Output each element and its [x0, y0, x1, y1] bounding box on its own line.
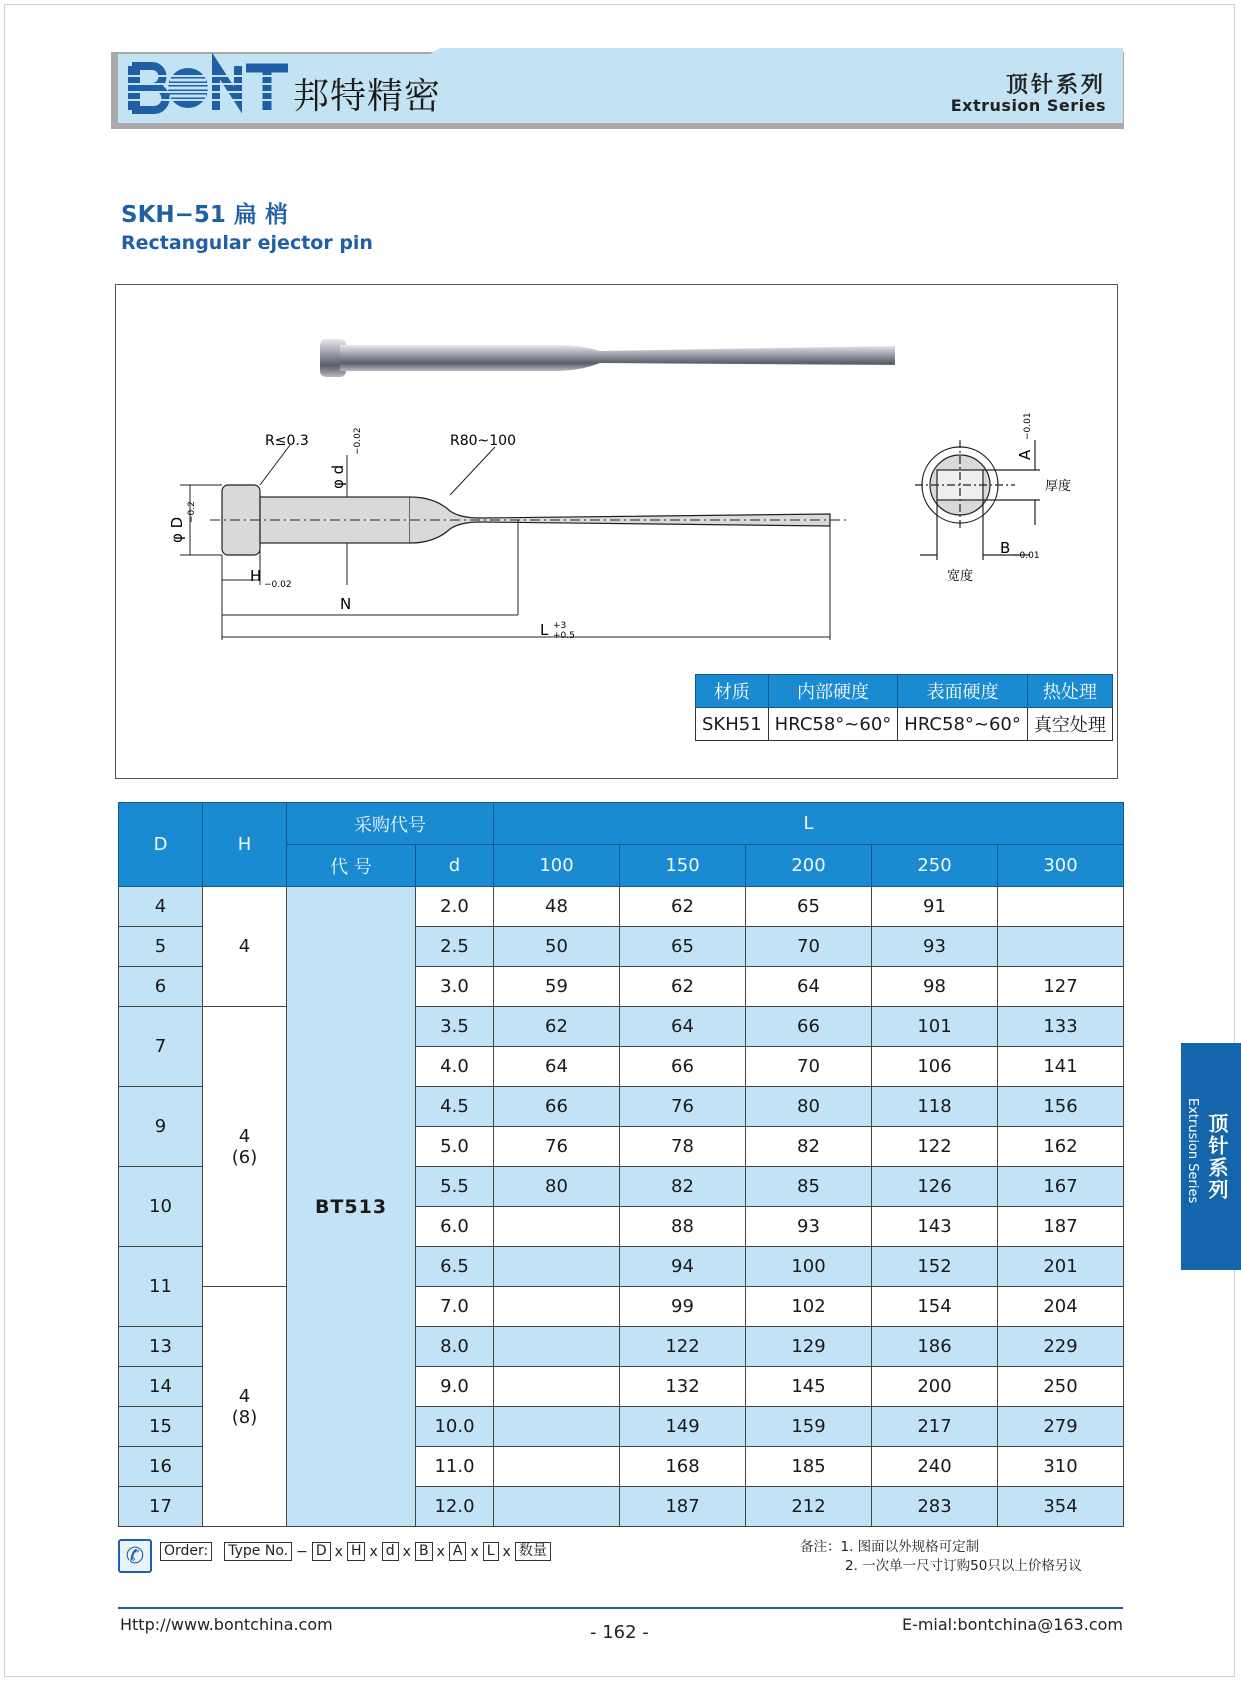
cell-d-upper: 11 — [119, 1247, 203, 1327]
cell-price-l100 — [494, 1207, 620, 1247]
cell-d-lower: 8.0 — [416, 1327, 494, 1367]
order-x: x — [402, 1543, 411, 1560]
cell-price-l150: 122 — [620, 1327, 746, 1367]
cell-price-l150: 76 — [620, 1087, 746, 1127]
cell-price-l100: 66 — [494, 1087, 620, 1127]
cell-price-l300: 127 — [998, 967, 1124, 1007]
order-x: x — [470, 1543, 479, 1560]
table-row — [119, 887, 1124, 927]
cell-price-l300: 229 — [998, 1327, 1124, 1367]
order-field-b: B — [415, 1542, 433, 1561]
series-title-en: Extrusion Series — [950, 96, 1106, 115]
cell-price-l200: 145 — [746, 1367, 872, 1407]
l-tol-top: +3 — [553, 621, 567, 631]
cell-price-l100 — [494, 1447, 620, 1487]
header-d-upper: D — [119, 803, 203, 887]
footer-email[interactable]: E-mial:bontchina@163.com — [901, 1615, 1123, 1634]
cell-d-upper: 6 — [119, 967, 203, 1007]
cell-price-l100: 76 — [494, 1127, 620, 1167]
footer-rule — [118, 1607, 1123, 1609]
cell-price-l100: 50 — [494, 927, 620, 967]
footer-url[interactable]: Http://www.bontchina.com — [120, 1615, 333, 1634]
pin-photo — [320, 331, 900, 381]
order-field-a: A — [449, 1542, 467, 1561]
cell-price-l300: 204 — [998, 1287, 1124, 1327]
d-big-tol: −0.2 — [187, 501, 197, 523]
cell-price-l250: 152 — [872, 1247, 998, 1287]
cell-price-l200: 85 — [746, 1167, 872, 1207]
mat-header-material: 材质 — [696, 675, 769, 708]
cell-d-upper: 13 — [119, 1327, 203, 1367]
pin-end-view — [900, 412, 1100, 630]
cell-price-l150: 82 — [620, 1167, 746, 1207]
mat-value-surface-hardness: HRC58°~60° — [898, 708, 1028, 741]
note-2: 2. 一次单一尺寸订购50只以上价格另议 — [845, 1558, 1082, 1574]
cell-d-lower: 9.0 — [416, 1367, 494, 1407]
cell-price-l250: 240 — [872, 1447, 998, 1487]
order-format — [160, 1542, 551, 1561]
mat-header-surface-hardness: 表面硬度 — [898, 675, 1028, 708]
cell-price-l150: 64 — [620, 1007, 746, 1047]
material-table — [695, 674, 1113, 741]
cell-d-upper: 16 — [119, 1447, 203, 1487]
b-label: B — [1000, 539, 1011, 557]
cell-price-l200: 64 — [746, 967, 872, 1007]
page-number: - 162 - — [590, 1622, 649, 1643]
order-dash: − — [296, 1543, 308, 1560]
side-tab-cn: 顶针系列 — [1205, 1113, 1229, 1201]
cell-h — [203, 1287, 287, 1527]
cell-price-l250: 217 — [872, 1407, 998, 1447]
bont-logo — [128, 60, 293, 116]
cell-price-l150: 149 — [620, 1407, 746, 1447]
cell-price-l250: 200 — [872, 1367, 998, 1407]
cell-price-l200: 93 — [746, 1207, 872, 1247]
cell-d-lower: 10.0 — [416, 1407, 494, 1447]
cell-price-l100 — [494, 1247, 620, 1287]
brand-name: 邦特精密 — [293, 76, 442, 117]
cell-price-l250: 91 — [872, 887, 998, 927]
n-label: N — [340, 595, 352, 613]
cell-price-l150: 65 — [620, 927, 746, 967]
series-title-cn: 顶针系列 — [1005, 73, 1106, 98]
cell-d-lower: 11.0 — [416, 1447, 494, 1487]
header-d-lower: d — [416, 845, 494, 887]
cell-code: BT513 — [287, 887, 416, 1527]
cell-price-l300: 133 — [998, 1007, 1124, 1047]
cell-d-upper: 9 — [119, 1087, 203, 1167]
cell-price-l200: 159 — [746, 1407, 872, 1447]
h-label: H — [250, 567, 262, 585]
mat-value-material: SKH51 — [696, 708, 769, 741]
cell-price-l300: 141 — [998, 1047, 1124, 1087]
cell-price-l150: 88 — [620, 1207, 746, 1247]
header-l-300: 300 — [998, 845, 1124, 887]
cell-price-l150: 168 — [620, 1447, 746, 1487]
cell-price-l100 — [494, 1367, 620, 1407]
product-title-cn: SKH−51 扁 梢 — [121, 202, 288, 228]
cell-d-lower: 7.0 — [416, 1287, 494, 1327]
header-purchase-code: 采购代号 — [287, 803, 494, 845]
cell-price-l100: 64 — [494, 1047, 620, 1087]
r-large-label: R80~100 — [450, 433, 516, 449]
a-tol: −0.01 — [1023, 412, 1033, 440]
spec-table — [118, 802, 1124, 1527]
order-field-l: L — [483, 1542, 499, 1561]
cell-price-l200: 65 — [746, 887, 872, 927]
cell-price-l300: 201 — [998, 1247, 1124, 1287]
table-row — [119, 1007, 1124, 1047]
cell-price-l200: 129 — [746, 1327, 872, 1367]
cell-price-l100 — [494, 1487, 620, 1527]
cell-d-lower: 4.0 — [416, 1047, 494, 1087]
b-tol: −0.01 — [1012, 551, 1040, 561]
cell-price-l250: 106 — [872, 1047, 998, 1087]
cell-price-l250: 143 — [872, 1207, 998, 1247]
cell-price-l250: 122 — [872, 1127, 998, 1167]
cell-d-upper: 5 — [119, 927, 203, 967]
header-l: L — [494, 803, 1124, 845]
cell-price-l250: 126 — [872, 1167, 998, 1207]
cell-d-upper: 7 — [119, 1007, 203, 1087]
d-small-tol: −0.02 — [353, 427, 363, 455]
cell-d-upper: 15 — [119, 1407, 203, 1447]
phone-icon: ✆ — [118, 1539, 152, 1573]
cell-price-l250: 186 — [872, 1327, 998, 1367]
order-x: x — [502, 1543, 511, 1560]
order-x: x — [334, 1543, 343, 1560]
cell-price-l200: 70 — [746, 1047, 872, 1087]
cell-price-l200: 66 — [746, 1007, 872, 1047]
cell-price-l300: 162 — [998, 1127, 1124, 1167]
l-tol-bot: +0.5 — [553, 631, 575, 641]
cell-price-l200: 70 — [746, 927, 872, 967]
cell-price-l150: 99 — [620, 1287, 746, 1327]
cell-price-l300 — [998, 887, 1124, 927]
cell-d-lower: 2.0 — [416, 887, 494, 927]
cell-price-l100 — [494, 1327, 620, 1367]
cell-price-l200: 82 — [746, 1127, 872, 1167]
order-field-d-upper: D — [312, 1542, 331, 1561]
cell-h — [203, 1007, 287, 1287]
header-l-250: 250 — [872, 845, 998, 887]
cell-price-l200: 80 — [746, 1087, 872, 1127]
cell-h — [203, 887, 287, 1007]
header-h: H — [203, 803, 287, 887]
cell-d-lower: 2.5 — [416, 927, 494, 967]
cell-h-alt: (6) — [231, 1146, 258, 1168]
cell-price-l300: 354 — [998, 1487, 1124, 1527]
a-label: A — [1016, 449, 1034, 460]
cell-price-l250: 118 — [872, 1087, 998, 1127]
cell-price-l100: 48 — [494, 887, 620, 927]
cell-price-l100: 59 — [494, 967, 620, 1007]
cell-d-lower: 4.5 — [416, 1087, 494, 1127]
note-1: 1. 图面以外规格可定制 — [840, 1539, 980, 1555]
order-field-h: H — [347, 1542, 366, 1561]
order-x: x — [369, 1543, 378, 1560]
r-small-label: R≤0.3 — [265, 433, 309, 449]
cell-d-lower: 6.0 — [416, 1207, 494, 1247]
cell-price-l100: 62 — [494, 1007, 620, 1047]
order-label: Order: — [160, 1542, 212, 1561]
cell-price-l250: 93 — [872, 927, 998, 967]
cell-price-l300: 279 — [998, 1407, 1124, 1447]
cell-h-value: 4 — [238, 1125, 251, 1147]
order-x: x — [436, 1543, 445, 1560]
notes-label: 备注： — [800, 1539, 841, 1555]
cell-price-l250: 101 — [872, 1007, 998, 1047]
side-tab — [1181, 1043, 1241, 1270]
cell-price-l150: 62 — [620, 967, 746, 1007]
cell-price-l300: 310 — [998, 1447, 1124, 1487]
cell-d-lower: 5.5 — [416, 1167, 494, 1207]
cell-price-l300: 250 — [998, 1367, 1124, 1407]
mat-header-heat-treatment: 热处理 — [1027, 675, 1112, 708]
cell-price-l150: 132 — [620, 1367, 746, 1407]
mat-value-heat-treatment: 真空处理 — [1027, 708, 1112, 741]
cell-d-lower: 3.5 — [416, 1007, 494, 1047]
d-big-label: φ D — [168, 516, 186, 543]
cell-d-upper: 4 — [119, 887, 203, 927]
cell-price-l150: 187 — [620, 1487, 746, 1527]
cell-price-l200: 212 — [746, 1487, 872, 1527]
cell-d-upper: 10 — [119, 1167, 203, 1247]
cell-price-l150: 94 — [620, 1247, 746, 1287]
cell-price-l300: 167 — [998, 1167, 1124, 1207]
cell-d-lower: 6.5 — [416, 1247, 494, 1287]
d-small-label: φ d — [329, 464, 347, 489]
thickness-label: 厚度 — [1045, 479, 1072, 494]
cell-h-value: 4 — [238, 1385, 251, 1407]
cell-price-l200: 185 — [746, 1447, 872, 1487]
cell-d-upper: 14 — [119, 1367, 203, 1407]
width-label: 宽度 — [947, 569, 974, 584]
cell-d-lower: 3.0 — [416, 967, 494, 1007]
cell-price-l100: 80 — [494, 1167, 620, 1207]
order-field-d-lower: d — [382, 1542, 399, 1561]
cell-price-l300 — [998, 927, 1124, 967]
cell-price-l200: 102 — [746, 1287, 872, 1327]
cell-price-l150: 66 — [620, 1047, 746, 1087]
header-l-100: 100 — [494, 845, 620, 887]
cell-d-lower: 5.0 — [416, 1127, 494, 1167]
mat-header-core-hardness: 内部硬度 — [768, 675, 898, 708]
cell-price-l300: 187 — [998, 1207, 1124, 1247]
cell-h-value: 4 — [238, 936, 251, 957]
header-l-150: 150 — [620, 845, 746, 887]
mat-value-core-hardness: HRC58°~60° — [768, 708, 898, 741]
cell-h-alt: (8) — [231, 1406, 258, 1428]
side-tab-en: Extrusion Series — [1185, 1098, 1200, 1204]
cell-price-l250: 98 — [872, 967, 998, 1007]
cell-price-l200: 100 — [746, 1247, 872, 1287]
l-label: L — [540, 621, 549, 639]
product-title-en: Rectangular ejector pin — [121, 232, 373, 254]
cell-price-l150: 78 — [620, 1127, 746, 1167]
cell-d-lower: 12.0 — [416, 1487, 494, 1527]
cell-price-l100 — [494, 1407, 620, 1447]
cell-price-l300: 156 — [998, 1087, 1124, 1127]
cell-price-l150: 62 — [620, 887, 746, 927]
notes — [800, 1538, 1082, 1576]
header-code: 代 号 — [287, 845, 416, 887]
h-tol: −0.02 — [264, 580, 292, 590]
cell-price-l250: 283 — [872, 1487, 998, 1527]
order-field-qty: 数量 — [515, 1542, 551, 1561]
header-l-200: 200 — [746, 845, 872, 887]
cell-price-l250: 154 — [872, 1287, 998, 1327]
order-type-no: Type No. — [224, 1542, 292, 1561]
cell-d-upper: 17 — [119, 1487, 203, 1527]
cell-price-l100 — [494, 1287, 620, 1327]
table-row — [119, 1287, 1124, 1327]
pin-drawing — [150, 425, 870, 650]
